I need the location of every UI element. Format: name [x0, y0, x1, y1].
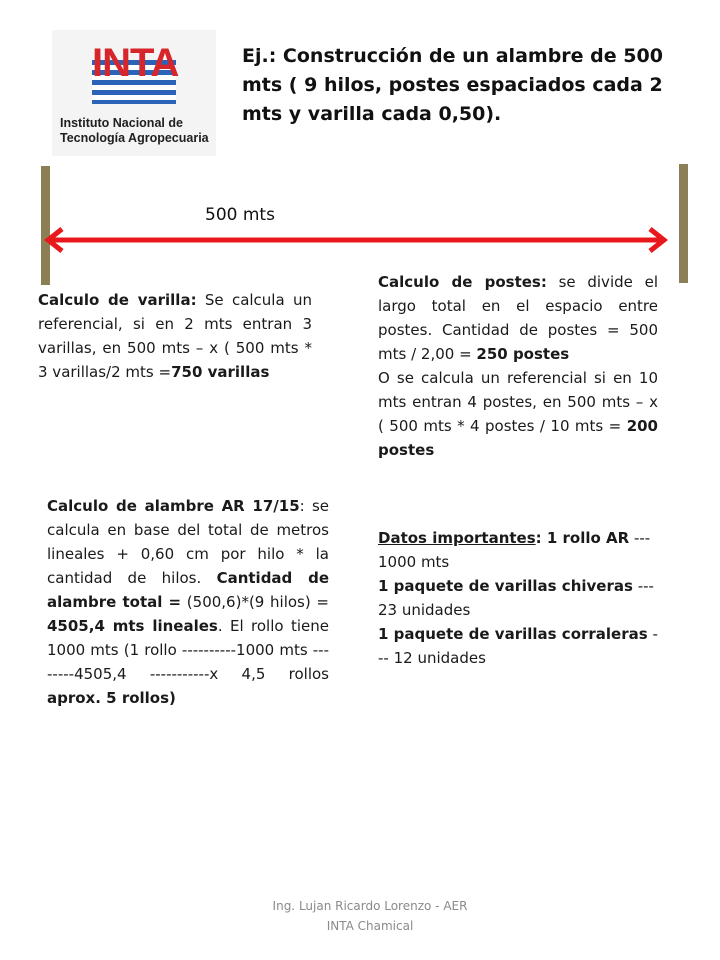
footer-line2: INTA Chamical [326, 919, 414, 933]
post-right [679, 164, 688, 283]
logo-caption [60, 116, 210, 146]
alambre-calculation [47, 494, 329, 710]
footer-line1: Ing. Lujan Ricardo Lorenzo - AER [272, 899, 468, 913]
footer-credit [240, 896, 500, 936]
postes-result2: 200 postes [378, 417, 658, 459]
varilla-heading: Calculo de varilla: [38, 291, 197, 309]
postes-body2: O se calcula un referencial si en 10 mts entran 4 postes, en 500 mts – x ( 500 mts * 4 postes / 10 mts = [378, 369, 658, 435]
datos-item-1-label: : 1 rollo AR [535, 529, 630, 547]
varilla-calculation [38, 288, 312, 384]
alambre-total-label: Cantidad de alambre total = [47, 569, 329, 611]
logo-caption-line1: Instituto Nacional de [60, 116, 183, 130]
datos-item-2-label: 1 paquete de varillas chiveras [378, 577, 633, 595]
alambre-body3: . El rollo tiene 1000 mts (1 rollo ----------1000 mts --------4505,4 -----------x 4,5 rollos [47, 617, 329, 683]
postes-body1: se divide el largo total en el espacio entre postes. Cantidad de postes = 500 mts / 2,00 = [378, 273, 658, 363]
logo-caption-line2: Tecnología Agropecuaria [60, 131, 209, 145]
datos-item-3-label: 1 paquete de varillas corraleras [378, 625, 648, 643]
alambre-heading: Calculo de alambre AR 17/15 [47, 497, 300, 515]
varilla-result: 750 varillas [171, 363, 270, 381]
length-arrow [40, 224, 672, 256]
datos-importantes [378, 526, 660, 670]
page-title: Ej.: Construcción de un alambre de 500 mts ( 9 hilos, postes espaciados cada 2 mts y varilla cada 0,50). [242, 45, 663, 125]
alambre-total-result: 4505,4 mts lineales [47, 617, 218, 635]
datos-item-1-value: --- 1000 mts [378, 529, 651, 571]
postes-calculation [378, 270, 658, 462]
datos-item-3-value: --- 12 unidades [378, 625, 658, 667]
alambre-body2: (500,6)*(9 hilos) = [181, 593, 329, 611]
length-label: 500 mts [205, 205, 275, 225]
varilla-body: Se calcula un referencial, si en 2 mts entran 3 varillas, en 500 mts – x ( 500 mts * 3 varillas/2 mts = [38, 291, 312, 381]
postes-result1: 250 postes [476, 345, 570, 363]
datos-heading: Datos importantes [378, 529, 536, 547]
alambre-body1: : se calcula en base del total de metros lineales + 0,60 cm por hilo * la cantidad de hilos. [47, 497, 329, 587]
postes-heading: Calculo de postes: [378, 273, 547, 291]
alambre-rollos-result: aprox. 5 rollos) [47, 689, 176, 707]
inta-logo [52, 30, 216, 156]
logo-wordmark: INTA [92, 41, 179, 85]
datos-item-2-value: --- 23 unidades [378, 577, 654, 619]
